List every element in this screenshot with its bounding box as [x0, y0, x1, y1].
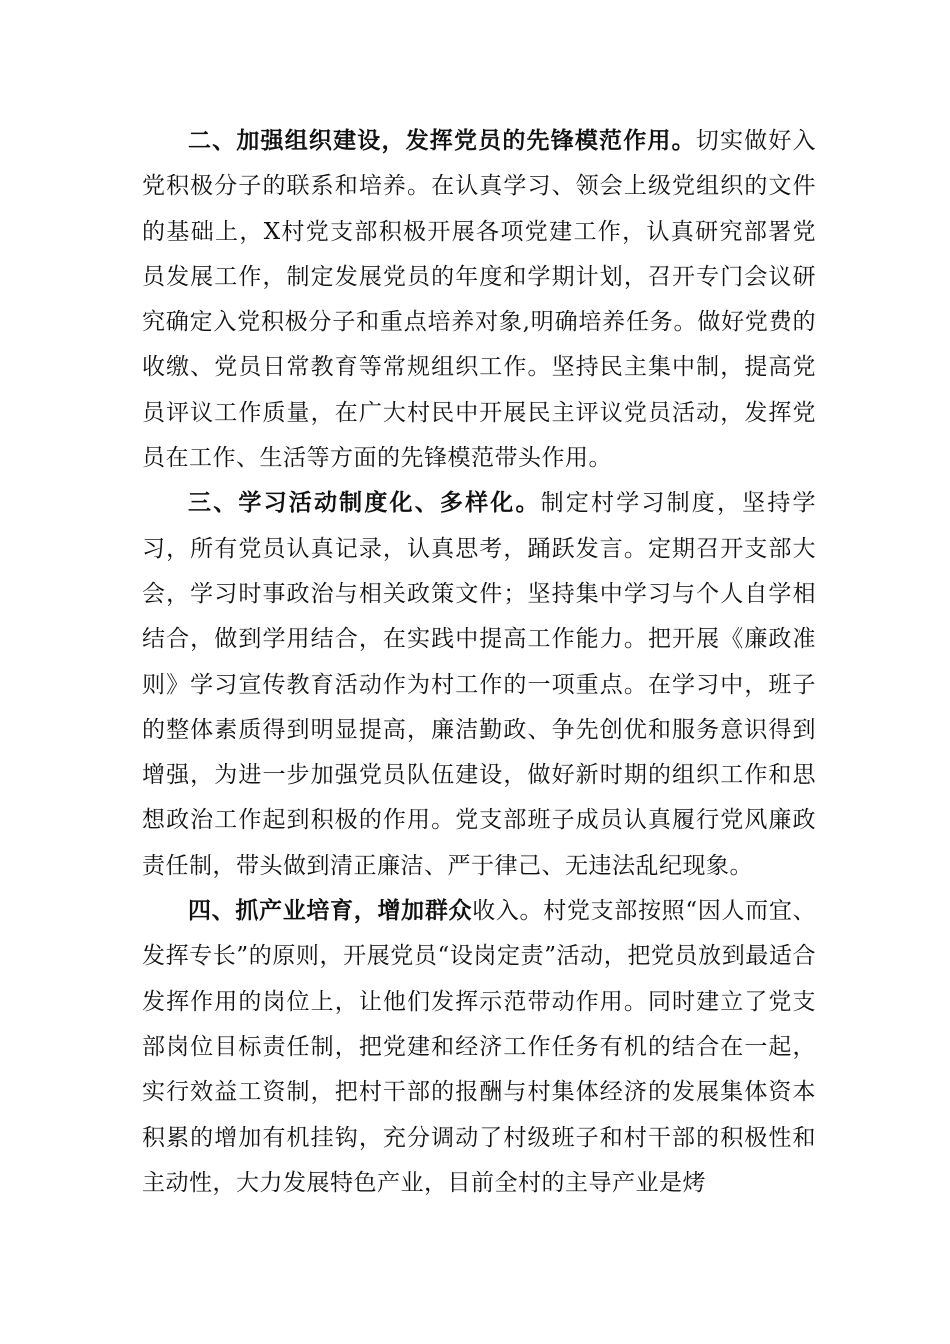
paragraph-text: 制定村学习制度，坚持学习，所有党员认真记录，认真思考，踊跃发言。定期召开支部大会，学习时事政治与相关政策文件；坚持集中学习与个人自学相结合，做到学用结合，在实践中提高工作能力。把开展《廉政准则》学习宣传教育活动作为村工作的一项重点。在学习中，班子的整体素质得到明显提高，廉洁勤政、争先创优和服务意识得到增强，为进一步加强党员队伍建设，做好新时期的组织工作和思想政治工作起到积极的作用。党支部班子成员认真履行党风廉政责任制，带头做到清正廉洁、严于律己、无违法乱纪现象。 — [142, 490, 816, 879]
paragraph-heading: 三、学习活动制度化、多样化。 — [188, 490, 541, 517]
paragraph-text: 切实做好入党积极分子的联系和培养。在认真学习、领会上级党组织的文件的基础上，X村党支部积极开展各项党建工作，认真研究部署党员发展工作，制定发展党员的年度和学期计划，召开专门会议研究确定入党积极分子和重点培养对象,明确培养任务。做好党费的收缴、党员日常教育等常规组织工作。坚持民主集中制，提高党员评议工作质量，在广大村民中开展民主评议党员活动，发挥党员在工作、生活等方面的先锋模范带头作用。 — [142, 128, 817, 472]
paragraph-industry — [142, 889, 816, 1206]
document-body — [142, 119, 816, 1206]
paragraph-heading: 二、加强组织建设，发挥党员的先锋模范作用。 — [188, 128, 696, 154]
paragraph-text: 收入。村党支部按照“因人而宜、发挥专长”的原则，开展党员“设岗定责”活动，把党员放到最适合发挥作用的岗位上，让他们发挥示范带动作用。同时建立了党支部岗位目标责任制，把党建和经济工作任务有机的结合在一起，实行效益工资制，把村干部的报酬与村集体经济的发展集体资本积累的增加有机挂钩，充分调动了村级班子和村干部的积极性和主动性，大力发展特色产业，目前全村的主导产业是烤 — [142, 898, 816, 1196]
paragraph-organization — [142, 119, 816, 481]
paragraph-study — [142, 481, 816, 889]
paragraph-heading: 四、抓产业培育，增加群众 — [188, 898, 473, 925]
